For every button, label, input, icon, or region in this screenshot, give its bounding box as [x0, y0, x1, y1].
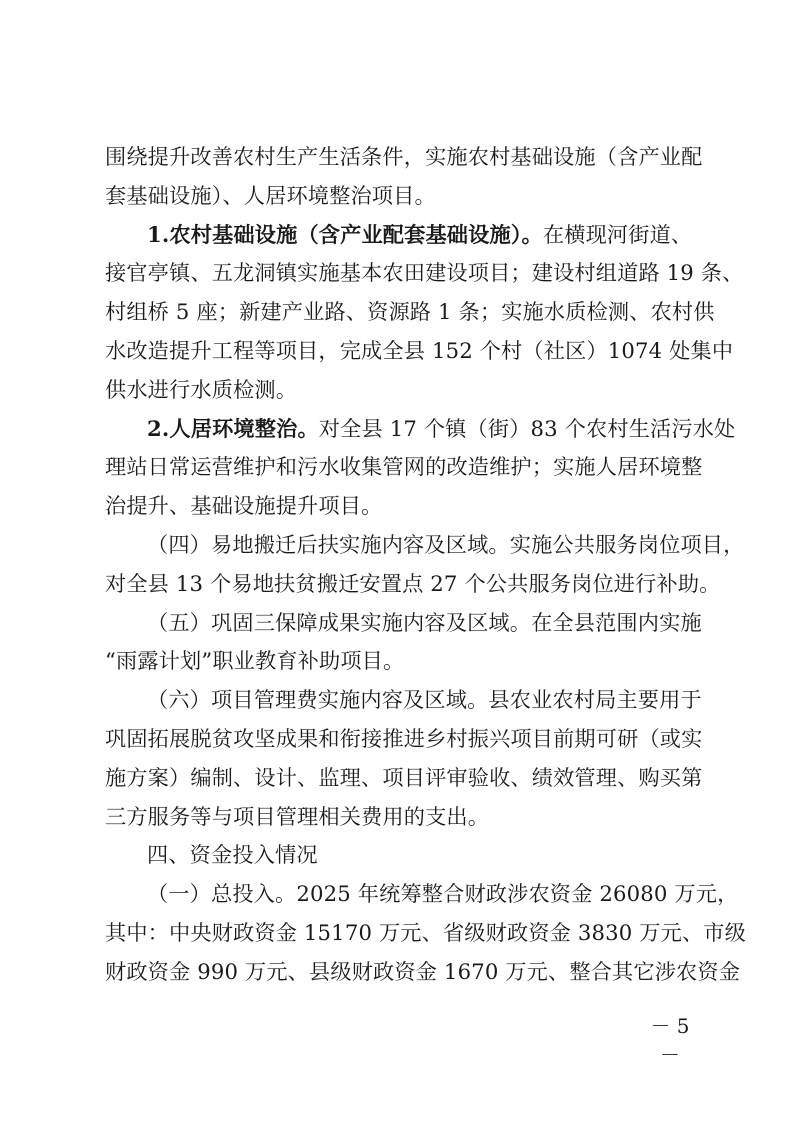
text-line: 对全县 13 个易地扶贫搬迁安置点 27 个公共服务岗位进行补助。 — [105, 570, 721, 596]
text-line: （四）易地搬迁后扶实施内容及区域。实施公共服务岗位项目， — [147, 531, 745, 557]
paragraph-rural-infrastructure — [105, 216, 744, 410]
paragraph-relocation-support — [105, 526, 745, 604]
text-fragment: 在横现河街道、 — [542, 221, 693, 247]
text-line: 围绕提升改善农村生产生活条件，实施农村基础设施（含产业配 — [105, 144, 703, 169]
section-heading-rural-infrastructure: 1.农村基础设施（含产业配套基础设施）。 — [147, 221, 543, 247]
text-line: 财政资金 990 万元、县级财政资金 1670 万元、整合其它涉农资金 — [105, 958, 741, 984]
text-line: 施方案）编制、设计、监理、项目评审验收、绩效管理、购买第 — [105, 764, 703, 790]
section-heading-living-environment: 2.人居环境整治。 — [147, 415, 319, 441]
text-line: “雨露计划”职业教育补助项目。 — [105, 648, 405, 674]
paragraph-total-investment — [105, 875, 746, 991]
page-number: － 5 － — [650, 1014, 690, 1067]
paragraph-management-fee — [105, 681, 703, 836]
text-line: 套基础设施）、人居环境整治项目。 — [105, 182, 436, 208]
text-line: 三方服务等与项目管理相关费用的支出。 — [105, 803, 490, 829]
text-line: 理站日常运营维护和污水收集管网的改造维护；实施人居环境整 — [105, 454, 703, 480]
text-line: 水改造提升工程等项目，完成全县 152 个村（社区）1074 处集中 — [105, 337, 734, 363]
text-line: 接官亭镇、五龙洞镇实施基本农田建设项目；建设村组道路 19 条、 — [105, 260, 744, 286]
text-line — [105, 216, 695, 255]
text-line: 村组桥 5 座；新建产业路、资源路 1 条；实施水质检测、农村供 — [105, 299, 715, 325]
text-line: 供水进行水质检测。 — [105, 376, 298, 402]
text-line: 巩固拓展脱贫攻坚成果和衔接推进乡村振兴项目前期可研（或实 — [105, 725, 703, 751]
text-fragment: 对全县 17 个镇（街）83 个农村生活污水处 — [318, 415, 736, 441]
paragraph-intro — [105, 138, 703, 216]
text-line: （一）总投入。2025 年统筹整合财政涉农资金 26080 万元， — [147, 881, 739, 907]
text-line — [105, 410, 736, 449]
text-line: 治提升、基础设施提升项目。 — [105, 493, 383, 519]
text-line: （五）巩固三保障成果实施内容及区域。在全县范围内实施 — [147, 609, 702, 635]
paragraph-three-guarantees — [105, 604, 702, 682]
document-body — [105, 138, 746, 992]
heading-text: 四、资金投入情况 — [147, 842, 318, 868]
text-line: 其中：中央财政资金 15170 万元、省级财政资金 3830 万元、市级 — [105, 919, 746, 945]
section-heading-funding — [105, 836, 695, 875]
paragraph-living-environment — [105, 410, 736, 526]
text-line: （六）项目管理费实施内容及区域。县农业农村局主要用于 — [147, 687, 702, 713]
